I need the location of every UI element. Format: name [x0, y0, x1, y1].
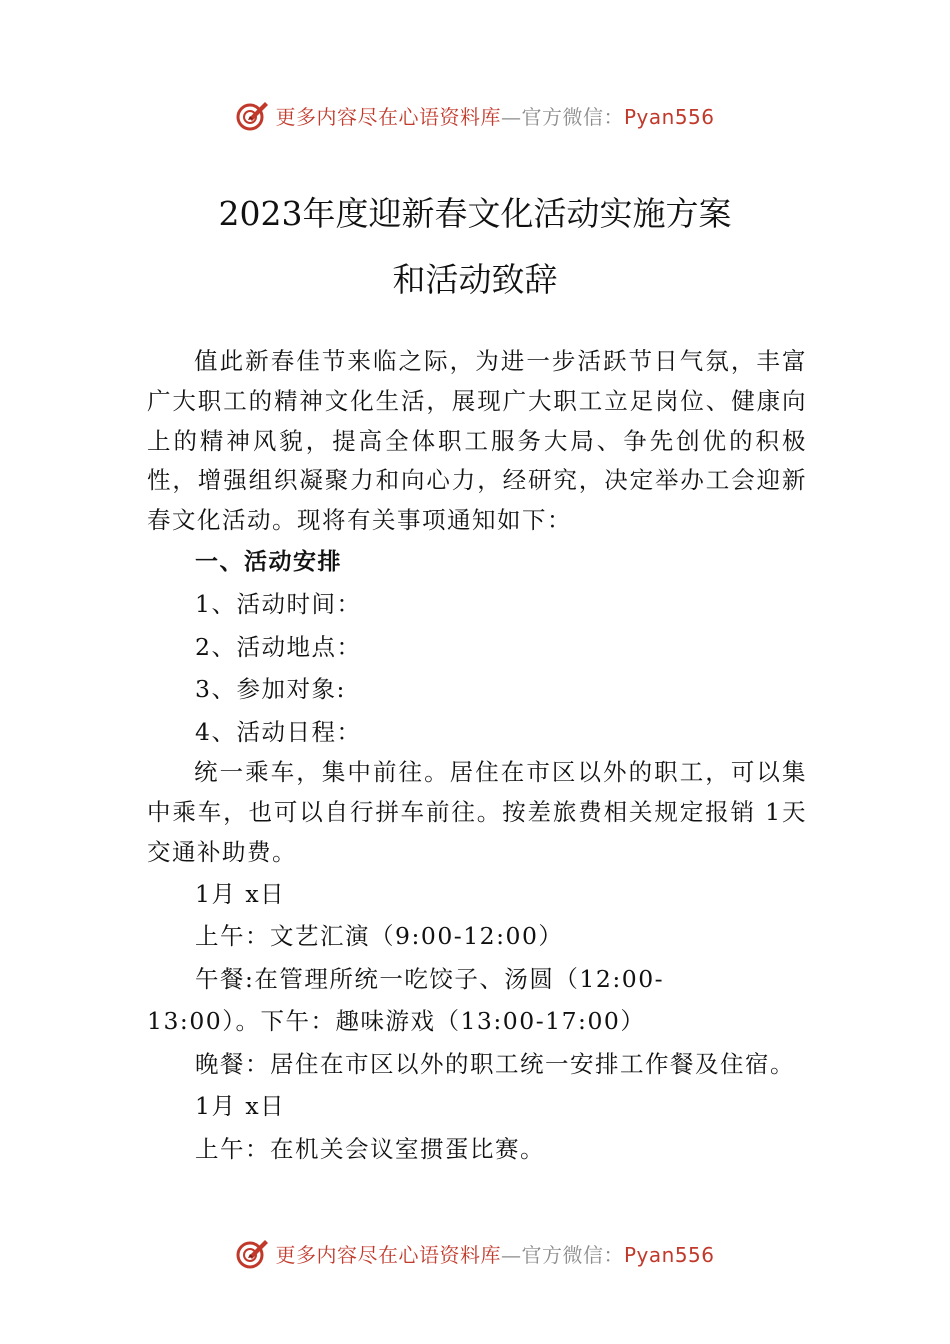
- day1-afternoon: 13:00）。下午：趣味游戏（13:00-17:00）: [147, 1007, 646, 1036]
- section-heading: 一、活动安排: [195, 548, 342, 575]
- item-location: 2、活动地点：: [195, 632, 362, 661]
- watermark-footer: [0, 1233, 950, 1273]
- watermark-middle: 官方微信：: [521, 1242, 624, 1267]
- watermark-prefix: 更多内容尽在心语资料库: [275, 1242, 501, 1267]
- item-participants: 3、参加对象:: [195, 675, 346, 704]
- watermark-prefix: 更多内容尽在心语资料库: [275, 104, 501, 129]
- document-title-line2: 和活动致辞: [392, 260, 558, 299]
- day1-date: 1月 x日: [195, 879, 286, 908]
- pen-logo-icon: [235, 97, 271, 133]
- pen-logo-icon: [235, 1235, 271, 1271]
- transport-paragraph: 统一乘车，集中前往。居住在市区以外的职工，可以集中乘车，也可以自行拼车前往。按差旅费相关规定报销 1天交通补助费。: [147, 758, 807, 867]
- watermark-dash: —: [500, 104, 522, 129]
- document-title-line1: 2023年度迎新春文化活动实施方案: [218, 194, 732, 233]
- day2-morning: 上午：在机关会议室掼蛋比赛。: [195, 1134, 545, 1163]
- item-time: 1、活动时间：: [195, 590, 362, 619]
- watermark-id: Pyan556: [623, 1242, 715, 1267]
- watermark-header: [0, 95, 950, 135]
- intro-paragraph: 值此新春佳节来临之际，为进一步活跃节日气氛，丰富广大职工的精神文化生活，展现广大职工立足岗位、健康向上的精神风貌，提高全体职工服务大局、争先创优的积极性，增强组织凝聚力和向心力，经研究，决定举办工会迎新春文化活动。现将有关事项通知如下：: [147, 347, 807, 535]
- document-body: [147, 342, 807, 1170]
- day1-morning: 上午：文艺汇演（9:00-12:00）: [195, 922, 564, 951]
- day2-date: 1月 x日: [195, 1092, 286, 1121]
- day1-dinner: 晚餐：居住在市区以外的职工统一安排工作餐及住宿。: [195, 1049, 795, 1078]
- watermark-id: Pyan556: [623, 104, 715, 129]
- watermark-dash: —: [500, 1242, 522, 1267]
- watermark-middle: 官方微信：: [521, 104, 624, 129]
- day1-lunch: 午餐:在管理所统一吃饺子、汤圆（12:00-: [195, 964, 665, 993]
- item-schedule: 4、活动日程：: [195, 717, 362, 746]
